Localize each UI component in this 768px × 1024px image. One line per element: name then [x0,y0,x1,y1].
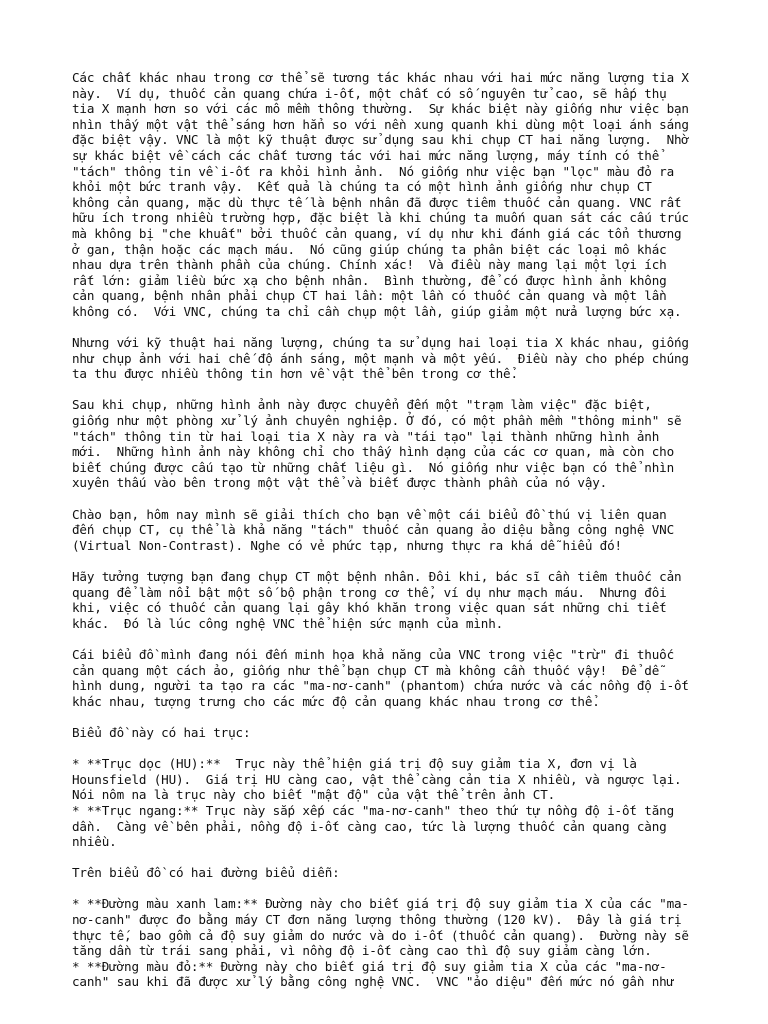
paragraph [72,397,712,491]
text-line: xuyên thấu vào bên trong một vật thể và biết được thành phần của nó vậy. [72,475,608,491]
paragraph [72,865,712,881]
text-line: khác. Đó là lúc công nghệ VNC thể hiện sức mạnh của mình. [72,615,504,631]
text-line: nhiều. [72,834,117,850]
paragraph [72,725,712,741]
text-line: Trên biểu đồ có hai đường biểu diễn: [72,865,340,881]
text-line: ta thu được nhiều thông tin hơn về vật thể bên trong cơ thể. [72,366,518,382]
text-line: "tách" thông tin từ hai loại tia X này ra và "tái tạo" lại thành những hình ảnh [72,428,660,444]
paragraph [72,507,712,554]
text-line: (Virtual Non-Contrast). Nghe có vẻ phức tạp, nhưng thực ra khá dễ hiểu đó! [72,537,622,553]
text-line: nhìn thấy một vật thể sáng hơn hẳn so với nền xung quanh khi dùng một loại ánh sáng [72,116,689,132]
text-line: "tách" thông tin về i-ốt ra khỏi hình ảnh. Nó giống như việc bạn "lọc" màu đỏ ra [72,163,674,179]
text-line: Cái biểu đồ mình đang nói đến minh họa khả năng của VNC trong việc "trừ" đi thuốc [72,646,674,662]
text-line: quang để làm nổi bật một số bộ phận trong cơ thể, ví dụ như mạch máu. Nhưng đôi [72,584,667,600]
text-line: như chụp ảnh với hai chế độ ánh sáng, một mạnh và một yếu. Điều này cho phép chúng [72,350,689,366]
text-line: nhau dựa trên thành phần của chúng. Chính xác! Và điều này mang lại một lợi ích [72,257,667,273]
text-line: Hounsfield (HU). Giá trị HU càng cao, vật thể càng cản tia X nhiều, và ngược lại. [72,771,682,787]
text-line: canh" sau khi đã được xử lý bằng công nghệ VNC. VNC "ảo diệu" đến mức nó gần như [72,974,674,990]
text-line: rất lớn: giảm liều bức xạ cho bệnh nhân. Bình thường, để có được hình ảnh không [72,272,667,288]
text-line: không có. Với VNC, chúng ta chỉ cần chụp một lần, giúp giảm một nửa lượng bức xạ. [72,303,682,319]
text-line: mà không bị "che khuất" bởi thuốc cản quang, ví dụ như khi đánh giá các tổn thương [72,225,682,241]
text-line: * **Trục ngang:** Trục này sắp xếp các "ma-nơ-canh" theo thứ tự nồng độ i-ốt tăng [72,802,674,818]
text-line: hữu ích trong nhiều trường hợp, đặc biệt là khi chúng ta muốn quan sát các cấu trúc [72,210,689,226]
paragraph [72,896,712,990]
text-line: Biểu đồ này có hai trục: [72,724,251,740]
text-line: * **Đường màu xanh lam:** Đường này cho biết giá trị độ suy giảm tia X của các "ma- [72,896,689,912]
text-line: giống như một phòng xử lý ảnh chuyên nghiệp. Ở đó, có một phần mềm "thông minh" sẽ [72,413,682,429]
text-line: tăng dần từ trái sang phải, vì nồng độ i-ốt càng cao thì độ suy giảm càng lớn. [72,943,652,959]
text-line: Nhưng với kỹ thuật hai năng lượng, chúng ta sử dụng hai loại tia X khác nhau, giống [72,335,689,351]
text-line: đến chụp CT, cụ thể là khả năng "tách" thuốc cản quang ảo diệu bằng công nghệ VNC [72,522,674,538]
text-line: Sau khi chụp, những hình ảnh này được chuyển đến một "trạm làm việc" đặc biệt, [72,397,652,413]
text-line: không cản quang, mặc dù thực tế là bệnh nhân đã được tiêm thuốc cản quang. VNC rất [72,194,682,210]
text-line: cản quang, bệnh nhân phải chụp CT hai lần: một lần có thuốc cản quang và một lần [72,288,667,304]
text-line: * **Đường màu đỏ:** Đường này cho biết giá trị độ suy giảm tia X của các "ma-nơ- [72,958,667,974]
text-line: khỏi một bức tranh vậy. Kết quả là chúng ta có một hình ảnh giống như chụp CT [72,179,652,195]
paragraph [72,70,712,320]
text-line: này. Ví dụ, thuốc cản quang chứa i-ốt, một chất có số nguyên tử cao, sẽ hấp thụ [72,85,667,101]
text-line: mới. Những hình ảnh này không chỉ cho thấy hình dạng của các cơ quan, mà còn cho [72,444,674,460]
document-body [72,70,712,1006]
text-line: ở gan, thận hoặc các mạch máu. Nó cũng giúp chúng ta phân biệt các loại mô khác [72,241,667,257]
text-line: khác nhau, tượng trưng cho các mức độ cản quang khác nhau trong cơ thể. [72,693,600,709]
paragraph [72,569,712,631]
text-line: cản quang một cách ảo, giống như thể bạn chụp CT mà không cần thuốc vậy! Để dễ [72,662,660,678]
paragraph [72,335,712,382]
paragraph [72,756,712,850]
text-line: sự khác biệt về cách các chất tương tác với hai mức năng lượng, máy tính có thể [72,147,660,163]
text-line: thực tế, bao gồm cả độ suy giảm do nước và do i-ốt (thuốc cản quang). Đường này sẽ [72,927,689,943]
text-line: khi, việc có thuốc cản quang lại gây khó khăn trong việc quan sát những chi tiết [72,600,667,616]
paragraph [72,647,712,709]
text-line: Hãy tưởng tượng bạn đang chụp CT một bệnh nhân. Đôi khi, bác sĩ cần tiêm thuốc cản [72,569,682,584]
text-line: nơ-canh" được đo bằng máy CT đơn năng lượng thông thường (120 kV). Đây là giá trị [72,912,682,928]
text-line: * **Trục dọc (HU):** Trục này thể hiện giá trị độ suy giảm tia X, đơn vị là [72,756,637,772]
text-line: hình dung, người ta tạo ra các "ma-nơ-canh" (phantom) chứa nước và các nồng độ i-ốt [72,678,689,694]
text-line: Chào bạn, hôm nay mình sẽ giải thích cho bạn về một cái biểu đồ thú vị liên quan [72,506,667,522]
text-line: tia X mạnh hơn so với các mô mềm thông thường. Sự khác biệt này giống như việc bạn [72,101,689,117]
text-line: dần. Càng về bên phải, nồng độ i-ốt càng cao, tức là lượng thuốc cản quang càng [72,818,667,834]
text-line: Các chất khác nhau trong cơ thể sẽ tương tác khác nhau với hai mức năng lượng tia X [72,70,689,85]
text-line: biết chúng được cấu tạo từ những chất liệu gì. Nó giống như việc bạn có thể nhìn [72,459,674,475]
text-line: Nói nôm na là trục này cho biết "mật độ" của vật thể trên ảnh CT. [72,787,556,803]
text-line: đặc biệt vậy. VNC là một kỹ thuật được sử dụng sau khi chụp CT hai năng lượng. Nhờ [72,132,689,148]
